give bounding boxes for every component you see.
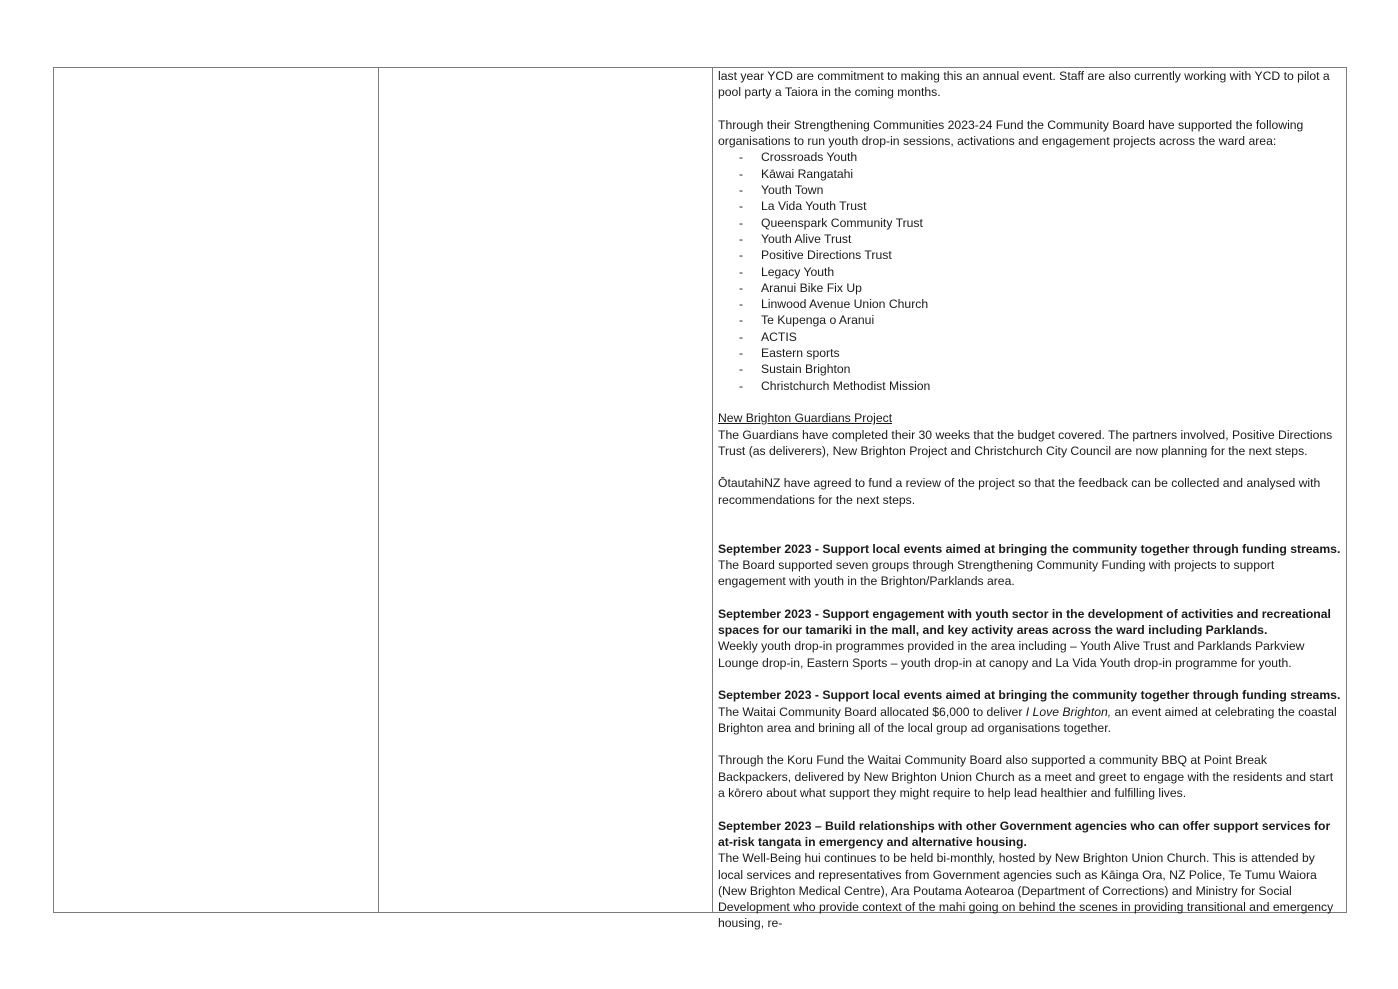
list-item: - Sustain Brighton: [718, 361, 1343, 377]
list-item: - Aranui Bike Fix Up: [718, 280, 1343, 296]
section-heading: September 2023 – Build relationships with other Government agencies who can offer support services for at-risk tangata in emergency and alternative housing.: [718, 818, 1331, 849]
report-table: [53, 67, 1347, 931]
column-divider: [378, 68, 379, 912]
list-item: - Te Kupenga o Aranui: [718, 312, 1343, 328]
event-name: I Love Brighton,: [1025, 704, 1112, 719]
guardians-review-paragraph: ŌtautahiNZ have agreed to fund a review of the project so that the feedback can be collected and analysed with recommendations for the next steps.: [718, 476, 1321, 507]
progress-cell: [718, 68, 1343, 931]
list-item: - Eastern sports: [718, 345, 1343, 361]
section-heading: September 2023 - Support local events aimed at bringing the community together through funding streams.: [718, 688, 1341, 703]
list-item: - Queenspark Community Trust: [718, 215, 1343, 231]
column-divider: [712, 68, 713, 912]
section-heading: September 2023 - Support local events aimed at bringing the community together through funding streams.: [718, 541, 1341, 556]
list-item: - ACTIS: [718, 329, 1343, 345]
list-item: - Kāwai Rangatahi: [718, 166, 1343, 182]
guardians-paragraph: The Guardians have completed their 30 weeks that the budget covered. The partners involved, Positive Directions Trust (as deliverers), New Brighton Project and Christchurch City Council are now planning for the next steps.: [718, 427, 1333, 458]
organisation-list: [718, 149, 1343, 393]
section-body: The Well-Being hui continues to be held bi-monthly, hosted by New Brighton Union Church. This is attended by local services and representatives from Government agencies such as Kāinga Ora, NZ Police, Te Tumu Waiora (New Brighton Medical Centre), Ara Poutama Aotearoa (Department of Corrections) and Ministry for Social Development who provide context of the mahi going on behind the scenes in providing transitional and emergency housing, re-: [718, 851, 1334, 931]
section-body: Through the Koru Fund the Waitai Community Board also supported a community BBQ at Point Break Backpackers, delivered by New Brighton Union Church as a meet and greet to engage with the residents and start a kōrero about what support they might require to help lead healthier and fulfilling lives.: [718, 753, 1334, 801]
section-body: [718, 704, 1343, 737]
fund-paragraph: Through their Strengthening Communities 2023-24 Fund the Community Board have supported the following organisations to run youth drop-in sessions, activations and engagement projects across the ward area:: [718, 117, 1304, 149]
section-body: The Board supported seven groups through Strengthening Community Funding with projects to support engagement with youth in the Brighton/Parklands area.: [718, 557, 1275, 589]
body-text: The Waitai Community Board allocated $6,000 to deliver: [718, 704, 1026, 719]
section-body: Weekly youth drop-in programmes provided in the area including – Youth Alive Trust and Parklands Parkview Lounge drop-in, Eastern Sports – youth drop-in at canopy and La Vida Youth drop-in programme for youth.: [718, 639, 1305, 670]
list-item: - Legacy Youth: [718, 264, 1343, 280]
guardians-heading: New Brighton Guardians Project: [718, 411, 893, 426]
list-item: - Positive Directions Trust: [718, 247, 1343, 263]
list-item: - Youth Alive Trust: [718, 231, 1343, 247]
list-item: - Linwood Avenue Union Church: [718, 296, 1343, 312]
intro-paragraph: last year YCD are commitment to making this an annual event. Staff are also currently working with YCD to pilot a pool party a Taiora in the coming months.: [718, 69, 1330, 100]
body-text: an event aimed at celebrating the coastal Brighton area and brining all of the local group ad organisations together.: [718, 704, 1337, 735]
section-heading: September 2023 - Support engagement with youth sector in the development of activities and recreational spaces for our tamariki in the mall, and key activity areas across the ward including Parklands.: [718, 606, 1331, 638]
list-item: - La Vida Youth Trust: [718, 198, 1343, 214]
list-item: - Youth Town: [718, 182, 1343, 198]
list-item: - Crossroads Youth: [718, 149, 1343, 165]
list-item: - Christchurch Methodist Mission: [718, 378, 1343, 394]
